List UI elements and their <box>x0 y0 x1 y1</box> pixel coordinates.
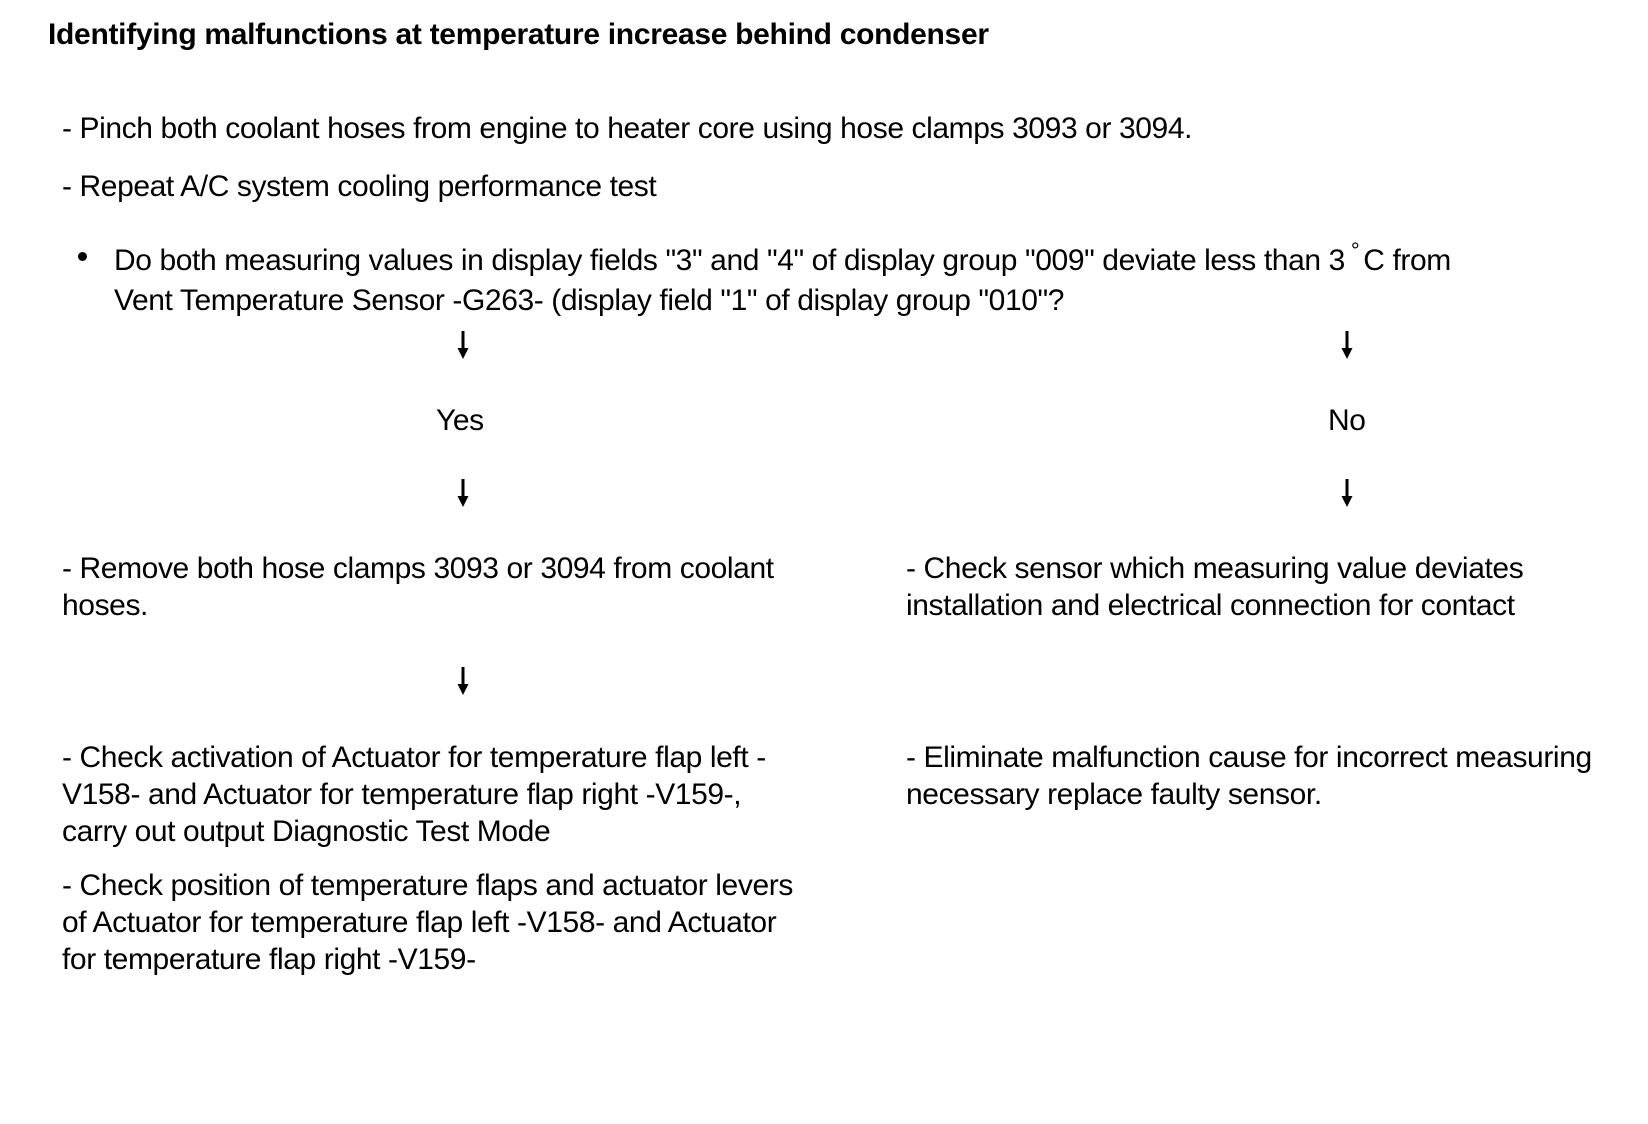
arrow-down-icon <box>457 330 469 360</box>
no-step-check-sensor: - Check sensor which measuring value deviates installation and electrical connection for contact <box>906 552 1524 622</box>
no-step-eliminate-cause: - Eliminate malfunction cause for incorrect measuring necessary replace faulty sensor. <box>906 741 1592 811</box>
arrow-down-icon <box>457 666 469 696</box>
arrow-down-icon <box>1341 478 1353 508</box>
degree-symbol: ° <box>1350 238 1360 263</box>
no-label: No <box>1328 404 1366 437</box>
yes-step-remove-clamps: - Remove both hose clamps 3093 or 3094 from coolant hoses. <box>62 552 774 622</box>
yes-step-check-position: - Check position of temperature flaps and actuator levers of Actuator for temperature flap left -V158- and Actuator for temperature flap right -V159- <box>62 869 793 976</box>
step-pinch-hoses: - Pinch both coolant hoses from engine to heater core using hose clamps 3093 or 3094. <box>62 112 1193 145</box>
page-title: Identifying malfunctions at temperature increase behind condenser <box>48 18 989 51</box>
step-repeat-test: - Repeat A/C system cooling performance test <box>62 170 657 203</box>
arrow-down-icon <box>457 478 469 508</box>
question-text <box>114 238 1451 320</box>
question-line-2: Vent Temperature Sensor -G263- (display field "1" of display group "010"? <box>114 284 1065 317</box>
arrow-down-icon <box>1341 330 1353 360</box>
question-line-1: Do both measuring values in display fields "3" and "4" of display group "009" deviate less than 3 ° C from <box>114 238 1451 277</box>
yes-step-check-activation: - Check activation of Actuator for temperature flap left - V158- and Actuator for temperature flap right -V159-, carry out output Diagnostic Test Mode <box>62 741 766 848</box>
yes-label: Yes <box>436 404 484 437</box>
bullet-icon <box>78 252 87 261</box>
